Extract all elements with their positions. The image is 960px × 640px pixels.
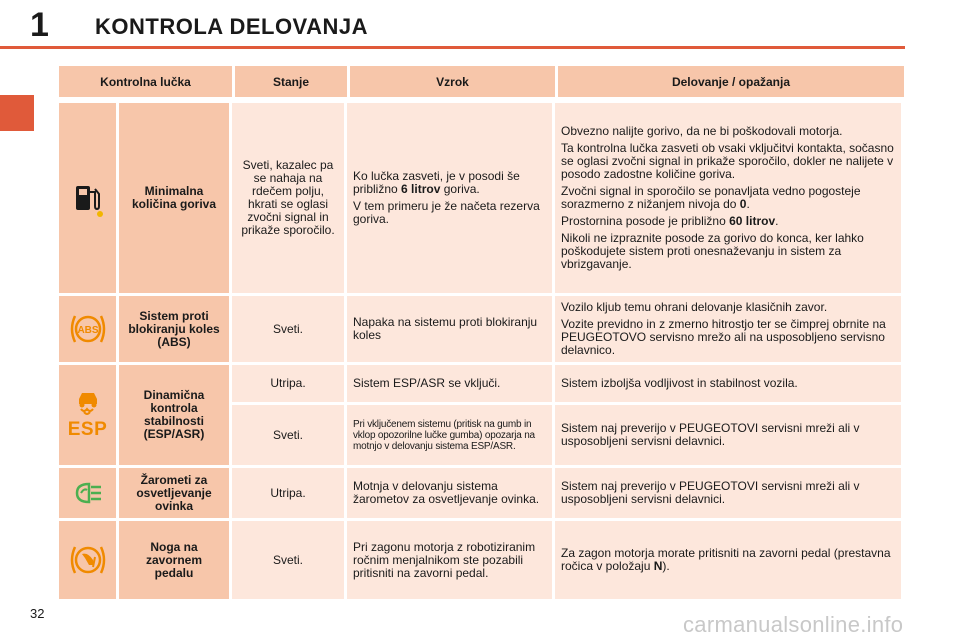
esp-action-lit: Sistem naj preverijo v PEUGEOTOVI servisni mreži ali v usposobljeni servisni delavnici. bbox=[555, 405, 901, 465]
cornering-lamp-cell bbox=[59, 468, 116, 518]
brake-action bbox=[555, 521, 901, 599]
fuel-action-p4-bold: 60 litrov bbox=[729, 214, 776, 228]
fuel-pump-icon bbox=[60, 178, 115, 218]
brake-lamp-cell bbox=[59, 521, 116, 599]
esp-action-flash: Sistem izboljša vodljivost in stabilnost vozila. bbox=[555, 365, 901, 402]
cornering-lamp-icon bbox=[60, 481, 115, 505]
cornering-lamp-name: Žarometi za osvetljevanje ovinka bbox=[119, 468, 229, 518]
abs-action bbox=[555, 296, 901, 362]
fuel-lamp-cell bbox=[59, 103, 116, 293]
fuel-action-p1: Obvezno nalijte gorivo, da ne bi poškodovali motorja. bbox=[561, 124, 843, 138]
cornering-state: Utripa. bbox=[232, 468, 344, 518]
fuel-cause-text-a: Ko lučka zasveti, je v posodi še približno bbox=[353, 169, 520, 196]
esp-lamp-cell bbox=[59, 365, 116, 465]
page-title: KONTROLA DELOVANJA bbox=[95, 14, 368, 39]
fuel-cause bbox=[347, 103, 552, 293]
abs-icon bbox=[60, 312, 115, 346]
esp-state-lit: Sveti. bbox=[232, 405, 344, 465]
foot-on-brake-icon bbox=[60, 543, 115, 577]
warning-lamp-table-body bbox=[56, 100, 904, 602]
fuel-action-p3b: . bbox=[746, 197, 750, 211]
warning-lamp-table bbox=[56, 63, 907, 100]
fuel-cause-text-b: goriva. bbox=[440, 182, 480, 196]
chapter-number: 1 bbox=[30, 6, 49, 44]
fuel-action-p3-bold: 0 bbox=[739, 197, 747, 211]
abs-lamp-cell bbox=[59, 296, 116, 362]
abs-cause: Napaka na sistemu proti blokiranju koles bbox=[347, 296, 552, 362]
fuel-lamp-name: Minimalna količina goriva bbox=[119, 103, 229, 293]
table-row bbox=[59, 365, 901, 402]
col-header-lamp: Kontrolna lučka bbox=[59, 66, 232, 97]
abs-icon-label: ABS bbox=[76, 325, 99, 336]
esp-cause-lit: Pri vključenem sistemu (pritisk na gumb in vklop opozorilne lučke gumba) opozarja na motnjo v delovanju sistema ESP/ASR. bbox=[347, 405, 552, 465]
table-row bbox=[59, 296, 901, 362]
fuel-cause-reserve: V tem primeru je že načeta rezerva goriva. bbox=[353, 199, 540, 226]
fuel-cause-liters: 6 litrov bbox=[401, 182, 441, 196]
esp-cause-flash: Sistem ESP/ASR se vključi. bbox=[347, 365, 552, 402]
brake-action-text-b: ). bbox=[662, 559, 670, 573]
chapter-tab bbox=[0, 95, 34, 131]
fuel-action-p5: Nikoli ne izpraznite posode za gorivo do konca, ker lahko poškodujete sistem proti onesnaževanju in sistem za vbrizgavanje. bbox=[561, 231, 864, 271]
table-row bbox=[59, 468, 901, 518]
esp-icon-label: ESP bbox=[67, 419, 108, 440]
abs-lamp-name: Sistem proti blokiranju koles (ABS) bbox=[119, 296, 229, 362]
cornering-cause: Motnja v delovanju sistema žarometov za osvetljevanje ovinka. bbox=[347, 468, 552, 518]
fuel-action-p4a: Prostornina posode je približno bbox=[561, 214, 730, 228]
fuel-state: Sveti, kazalec pa se nahaja na rdečem polju, hkrati se oglasi zvočni signal in prikaže sporočilo. bbox=[232, 103, 344, 293]
table-header-row bbox=[59, 66, 904, 97]
fuel-action bbox=[555, 103, 901, 293]
table-row bbox=[59, 103, 901, 293]
brake-action-text-a: Za zagon motorja morate pritisniti na zavorni pedal (prestavna ročica v položaju bbox=[561, 546, 891, 573]
brake-action-gear: N bbox=[653, 559, 663, 573]
esp-skid-icon bbox=[73, 389, 103, 415]
esp-lamp-name: Dinamična kontrola stabilnosti (ESP/ASR) bbox=[119, 365, 229, 465]
fuel-action-p4b: . bbox=[775, 214, 779, 228]
abs-action-p2: Vozite previdno in z zmerno hitrostjo ter se čimprej obrnite na PEUGEOTOVO servisno mrežo ali na usposobljeno servisno delavnico. bbox=[561, 317, 886, 357]
fuel-action-p2: Ta kontrolna lučka zasveti ob vsaki vključitvi kontakta, sočasno se oglasi zvočni signal in prikaže sporočilo, dokler ne nalijete v posodo zadostne količine goriva. bbox=[561, 141, 894, 181]
title-rule bbox=[0, 46, 905, 49]
brake-state: Sveti. bbox=[232, 521, 344, 599]
watermark: carmanualsonline.info bbox=[683, 612, 904, 637]
col-header-cause: Vzrok bbox=[350, 66, 555, 97]
brake-lamp-name: Noga na zavornem pedalu bbox=[119, 521, 229, 599]
page-number: 32 bbox=[30, 606, 45, 621]
table-row bbox=[59, 521, 901, 599]
cornering-action: Sistem naj preverijo v PEUGEOTOVI servisni mreži ali v usposobljeni servisni delavnici. bbox=[555, 468, 901, 518]
fuel-action-p3a: Zvočni signal in sporočilo se ponavljata vedno pogosteje sorazmerno z nižanjem nivoja do bbox=[561, 184, 861, 211]
col-header-action: Delovanje / opažanja bbox=[558, 66, 904, 97]
esp-state-flash: Utripa. bbox=[232, 365, 344, 402]
col-header-state: Stanje bbox=[235, 66, 347, 97]
brake-cause: Pri zagonu motorja z robotiziranim ročnim menjalnikom ste pozabili pritisniti na zavorni pedal. bbox=[347, 521, 552, 599]
abs-action-p1: Vozilo kljub temu ohrani delovanje klasičnih zavor. bbox=[561, 300, 828, 314]
abs-state: Sveti. bbox=[232, 296, 344, 362]
